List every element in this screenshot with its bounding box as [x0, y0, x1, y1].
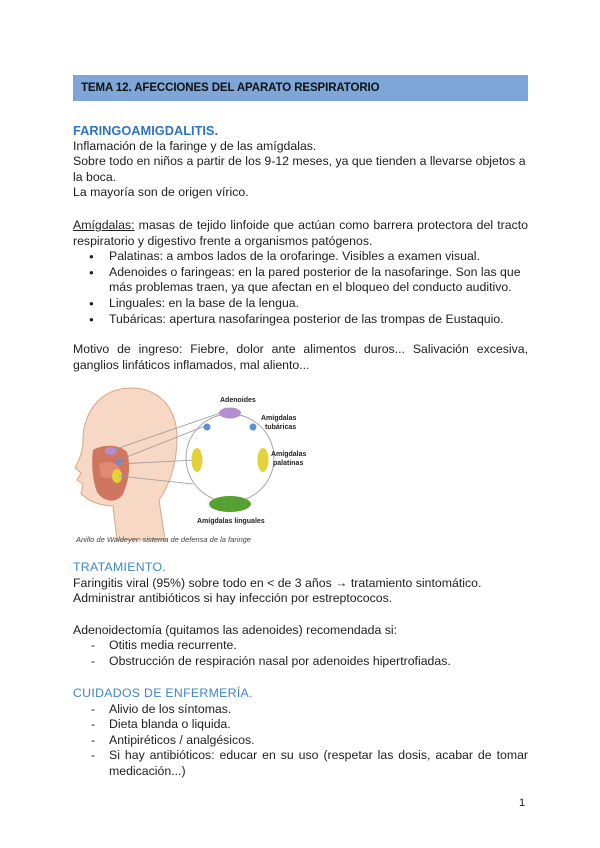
label-tubaricas-2: tubáricas: [265, 424, 297, 431]
amigdalas-definition: [73, 218, 528, 249]
faringo-line: La mayoría son de origen vírico.: [73, 185, 249, 200]
faringo-section: [73, 123, 528, 201]
waldeyer-diagram: [73, 380, 308, 545]
tratamiento-section: [73, 560, 528, 670]
amigdalas-definition-text: masas de tejido linfoide que actúan como barrera protectora del tracto respiratorio y digestivo frente a organismos patógenos.: [73, 218, 528, 248]
list-item: ● Adenoides o faringeas: en la pared posterior de la nasofaringe. Son las que más problemas traen, ya que afectan en el bloqueo del conducto auditivo.: [73, 265, 528, 296]
adenoides-shape: [219, 408, 241, 419]
section-title-banner: [73, 75, 528, 101]
list-item: - Otitis media recurrente.: [73, 638, 528, 654]
label-adenoides: Adenoides: [220, 397, 256, 404]
label-tubaricas-1: Amígdalas: [261, 415, 297, 422]
linguales-shape: [209, 496, 251, 512]
list-item: - Si hay antibióticos: educar en su uso (respetar las dosis, acabar de tomar medicación...): [73, 748, 528, 779]
tubarica-left-shape: [204, 424, 211, 431]
list-item: - Obstrucción de respiración nasal por adenoides hipertrofiadas.: [73, 654, 528, 670]
label-palatinas-1: Amígdalas: [271, 451, 307, 458]
palatina-right-shape: [258, 448, 269, 472]
amigdalas-term: Amígdalas:: [73, 218, 135, 232]
list-item: ● Palatinas: a ambos lados de la orofaringe. Visibles a examen visual.: [73, 249, 528, 265]
list-item: - Alivio de los síntomas.: [73, 702, 528, 718]
adenoidectomia-intro: Adenoidectomía (quitamos las adenoides) recomendada si:: [73, 622, 398, 637]
amigdalas-section: [73, 218, 528, 327]
list-item: ● Tubáricas: apertura nasofaringea posterior de las trompas de Eustaquio.: [73, 312, 528, 328]
list-item: - Antipiréticos / analgésicos.: [73, 733, 528, 749]
amigdalas-list: [73, 249, 528, 327]
motivo-ingreso: Motivo de ingreso: Fiebre, dolor ante alimentos duros... Salivación excesiva, ganglios linfáticos inflamados, mal aliento...: [73, 342, 528, 372]
label-linguales: Amígdalas linguales: [197, 518, 265, 525]
list-item: ● Linguales: en la base de la lengua.: [73, 296, 528, 312]
adenoidectomia-list: [73, 638, 528, 669]
list-item: - Dieta blanda o liquida.: [73, 717, 528, 733]
label-palatinas-2: palatinas: [273, 460, 304, 467]
tratamiento-line: Faringitis viral (95%) sobre todo en < de 3 años → tratamiento sintomático.: [73, 575, 482, 590]
head-adenoid-dot: [105, 447, 117, 455]
faringo-line: Inflamación de la faringe y de las amígdalas.: [73, 138, 317, 153]
cuidados-heading: CUIDADOS DE ENFERMERÍA.: [73, 686, 253, 700]
tratamiento-line: Administrar antibióticos si hay infección por estreptococos.: [73, 591, 393, 606]
tratamiento-heading: TRATAMIENTO.: [73, 560, 167, 574]
page-number: 1: [519, 797, 526, 809]
palatina-left-shape: [192, 448, 203, 472]
cuidados-list: [73, 702, 528, 780]
faringo-heading: FARINGOAMIGDALITIS.: [73, 123, 219, 138]
tubarica-right-shape: [250, 424, 257, 431]
cuidados-section: [73, 686, 528, 780]
waldeyer-ring-figure: [73, 380, 308, 545]
faringo-line: Sobre todo en niños a partir de los 9-12 meses, ya que tienden a llevarse objetos a la boca.: [73, 154, 526, 184]
section-title: TEMA 12. AFECCIONES DEL APARATO RESPIRATORIO: [81, 82, 380, 94]
figure-caption: Anillo de Waldeyer: sistema de defensa de la faringe: [76, 535, 251, 544]
